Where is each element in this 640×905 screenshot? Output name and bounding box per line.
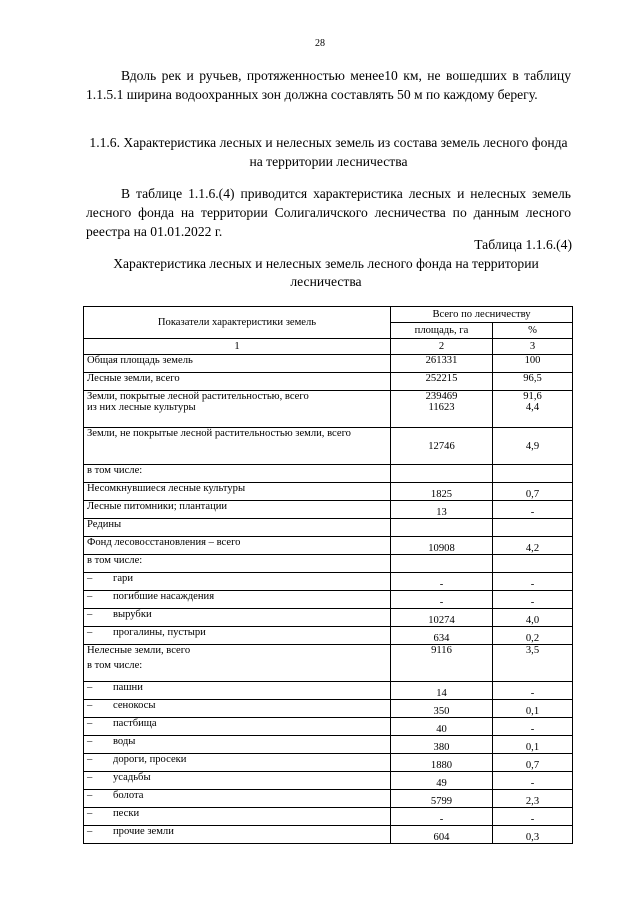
row-area: 604	[433, 832, 450, 843]
table-row	[84, 808, 573, 826]
dash-marker: –	[87, 591, 93, 602]
row-percent-cell	[493, 573, 573, 591]
row-area-cell	[391, 428, 493, 465]
table-row	[84, 754, 573, 772]
row-percent-cell	[493, 609, 573, 627]
row-percent-cell	[493, 682, 573, 700]
row-percent-cell	[493, 808, 573, 826]
row-label-cell	[84, 573, 391, 591]
row-label: Несомкнувшиеся лесные культуры	[87, 483, 246, 494]
dash-marker: –	[87, 609, 93, 620]
row-area-cell	[391, 826, 493, 844]
row-label-cell	[84, 483, 391, 501]
row-label: воды	[113, 736, 136, 747]
row-label: Редины	[87, 519, 122, 530]
row-label-cell	[84, 391, 391, 428]
row-percent: 0,3	[525, 832, 540, 843]
row-label-cell	[84, 754, 391, 772]
row-area: 1825	[430, 489, 453, 500]
table-row	[84, 519, 573, 537]
row-area: 14	[436, 688, 447, 699]
row-percent: -	[530, 507, 535, 518]
row-percent-cell	[493, 373, 573, 391]
row-percent: 3,5	[525, 645, 540, 656]
row-area: 350	[433, 706, 450, 717]
row-percent-cell	[493, 465, 573, 483]
row-area: 40	[436, 724, 447, 735]
row-percent-cell	[493, 519, 573, 537]
row-percent-cell	[493, 826, 573, 844]
column-number-3: 3	[493, 339, 573, 355]
table-row	[84, 573, 573, 591]
page-number: 28	[315, 38, 325, 49]
row-label: прогалины, пустыри	[113, 627, 206, 638]
row-label-cell	[84, 682, 391, 700]
section-heading: 1.1.6. Характеристика лесных и нелесных земель из состава земель лесного фонда на территории лесничества	[89, 135, 568, 169]
row-label: Земли, не покрытые лесной растительностью земли, всего	[87, 428, 351, 439]
table-row	[84, 609, 573, 627]
row-label-cell	[84, 808, 391, 826]
row-area: 380	[433, 742, 450, 753]
row-label-cell	[84, 373, 391, 391]
row-label: в том числе:	[87, 660, 143, 671]
row-percent: 96,5	[523, 373, 542, 384]
row-percent-cell	[493, 537, 573, 555]
row-percent-cell	[493, 591, 573, 609]
row-area: 252215	[425, 373, 458, 384]
column-number-1: 1	[84, 339, 391, 355]
row-area-cell	[391, 519, 493, 537]
table-row	[84, 682, 573, 700]
row-label-cell	[84, 501, 391, 519]
table-row	[84, 645, 573, 682]
row-percent-cell	[493, 736, 573, 754]
row-area-cell	[391, 555, 493, 573]
row-area-cell	[391, 355, 493, 373]
row-area: 5799	[430, 796, 453, 807]
row-percent: -	[530, 814, 535, 825]
paragraph-water-protection: Вдоль рек и ручьев, протяженностью менее10 км, не вошедших в таблицу 1.1.5.1 ширина водоохранных зон должна составлять 50 м по каждому берегу.	[86, 68, 571, 102]
dash-marker: –	[87, 718, 93, 729]
row-area: 634	[433, 633, 450, 644]
row-percent-cell	[493, 790, 573, 808]
row-area-cell	[391, 609, 493, 627]
row-label: Фонд лесовосстановления – всего	[87, 537, 241, 548]
row-label-cell	[84, 591, 391, 609]
row-area: 13	[436, 507, 447, 518]
dash-marker: –	[87, 754, 93, 765]
table-row	[84, 555, 573, 573]
dash-marker: –	[87, 790, 93, 801]
dash-marker: –	[87, 573, 93, 584]
row-label: Лесные земли, всего	[87, 373, 180, 384]
dash-marker: –	[87, 736, 93, 747]
table-row	[84, 718, 573, 736]
row-percent: 0,7	[525, 489, 540, 500]
dash-marker: –	[87, 826, 93, 837]
land-characteristics-table	[83, 306, 573, 844]
dash-marker: –	[87, 627, 93, 638]
row-area: 11623	[428, 402, 455, 413]
dash-marker: –	[87, 772, 93, 783]
column-number-2: 2	[391, 339, 493, 355]
row-label: погибшие насаждения	[113, 591, 215, 602]
row-percent-cell	[493, 483, 573, 501]
row-label-cell	[84, 537, 391, 555]
header-total: Всего по лесничеству	[391, 307, 573, 323]
row-percent-cell	[493, 754, 573, 772]
row-percent: 100	[524, 355, 541, 366]
row-label: Общая площадь земель	[87, 355, 193, 366]
row-label: дороги, просеки	[113, 754, 187, 765]
row-area-cell	[391, 501, 493, 519]
row-label: в том числе:	[87, 465, 143, 476]
row-label-cell	[84, 700, 391, 718]
row-percent: 0,1	[525, 706, 540, 717]
row-percent-cell	[493, 718, 573, 736]
row-percent-cell	[493, 645, 573, 682]
row-percent-cell	[493, 555, 573, 573]
table-number: Таблица 1.1.6.(4)	[474, 237, 572, 252]
row-area-cell	[391, 700, 493, 718]
row-percent: 0,2	[525, 633, 540, 644]
row-percent: -	[530, 597, 535, 608]
table-row	[84, 391, 573, 428]
row-label: болота	[113, 790, 144, 801]
row-area: -	[439, 579, 444, 590]
row-percent: 2,3	[525, 796, 540, 807]
paragraph-table-intro: В таблице 1.1.6.(4) приводится характеристика лесных и нелесных земель лесного фонда на территории Солигаличского лесничества по данным лесного реестра на 01.01.2022 г.	[86, 186, 571, 239]
row-percent: -	[530, 778, 535, 789]
row-percent: 4,2	[525, 543, 540, 554]
row-area-cell	[391, 573, 493, 591]
table-row	[84, 537, 573, 555]
row-area-cell	[391, 718, 493, 736]
row-area: 12746	[428, 440, 455, 452]
row-label: гари	[113, 573, 134, 584]
row-percent-cell	[493, 772, 573, 790]
header-indicators: Показатели характеристики земель	[84, 307, 391, 339]
row-percent: 91,6	[523, 391, 542, 402]
table-row	[84, 591, 573, 609]
row-area-cell	[391, 373, 493, 391]
row-label: пастбища	[113, 718, 157, 729]
row-area-cell	[391, 772, 493, 790]
table-row	[84, 373, 573, 391]
row-label: пески	[113, 808, 140, 819]
row-label-cell	[84, 355, 391, 373]
row-area-cell	[391, 645, 493, 682]
row-label: прочие земли	[113, 826, 174, 837]
table-row	[84, 428, 573, 465]
row-label: из них лесные культуры	[87, 402, 196, 413]
row-label-cell	[84, 826, 391, 844]
row-percent: 4,9	[525, 440, 540, 452]
row-label-cell	[84, 465, 391, 483]
row-percent-cell	[493, 627, 573, 645]
dash-marker: –	[87, 700, 93, 711]
table-row	[84, 483, 573, 501]
table-body	[84, 355, 573, 844]
row-label: пашни	[113, 682, 143, 693]
table-row	[84, 465, 573, 483]
row-percent-cell	[493, 391, 573, 428]
table-row	[84, 355, 573, 373]
row-label-cell	[84, 555, 391, 573]
table-row	[84, 826, 573, 844]
row-area-cell	[391, 537, 493, 555]
row-label-cell	[84, 428, 391, 465]
row-percent-cell	[493, 700, 573, 718]
row-percent: 4,0	[525, 615, 540, 626]
row-label: Земли, покрытые лесной растительностью, всего	[87, 391, 309, 402]
header-area: площадь, га	[391, 323, 493, 339]
row-label: Лесные питомники; плантации	[87, 501, 228, 512]
row-percent-cell	[493, 428, 573, 465]
dash-marker: –	[87, 808, 93, 819]
table-row	[84, 700, 573, 718]
table-row	[84, 501, 573, 519]
row-percent: -	[530, 724, 535, 735]
row-area-cell	[391, 465, 493, 483]
row-label-cell	[84, 609, 391, 627]
table-row	[84, 790, 573, 808]
table-row	[84, 627, 573, 645]
header-percent: %	[493, 323, 573, 339]
row-area-cell	[391, 682, 493, 700]
row-percent-cell	[493, 355, 573, 373]
row-label-cell	[84, 519, 391, 537]
row-area-cell	[391, 391, 493, 428]
row-percent: 0,1	[525, 742, 540, 753]
row-area-cell	[391, 591, 493, 609]
row-label-cell	[84, 772, 391, 790]
table-title: Характеристика лесных и нелесных земель лесного фонда на территории лесничества	[113, 256, 539, 289]
row-area: 239469	[425, 391, 458, 402]
row-area: 49	[436, 778, 447, 789]
row-area: 10908	[428, 543, 455, 554]
table-row	[84, 772, 573, 790]
row-label: вырубки	[113, 609, 152, 620]
row-label-cell	[84, 790, 391, 808]
row-area: 261331	[425, 355, 458, 366]
row-label: Нелесные земли, всего	[87, 645, 191, 656]
row-label: сенокосы	[113, 700, 156, 711]
row-area-cell	[391, 736, 493, 754]
row-percent: -	[530, 688, 535, 699]
row-percent: -	[530, 579, 535, 590]
row-area: -	[439, 814, 444, 825]
row-percent: 4,4	[525, 402, 540, 413]
row-area-cell	[391, 483, 493, 501]
table-row	[84, 736, 573, 754]
dash-marker: –	[87, 682, 93, 693]
row-area-cell	[391, 808, 493, 826]
row-label-cell	[84, 718, 391, 736]
row-label-cell	[84, 627, 391, 645]
row-label-cell	[84, 645, 391, 682]
row-label: усадьбы	[113, 772, 151, 783]
row-area: -	[439, 597, 444, 608]
row-area: 1880	[430, 760, 453, 771]
row-percent: 0,7	[525, 760, 540, 771]
row-area: 9116	[431, 645, 452, 656]
row-area-cell	[391, 790, 493, 808]
row-area-cell	[391, 627, 493, 645]
row-label: в том числе:	[87, 555, 143, 566]
row-area: 10274	[428, 615, 455, 626]
row-area-cell	[391, 754, 493, 772]
row-label-cell	[84, 736, 391, 754]
row-percent-cell	[493, 501, 573, 519]
